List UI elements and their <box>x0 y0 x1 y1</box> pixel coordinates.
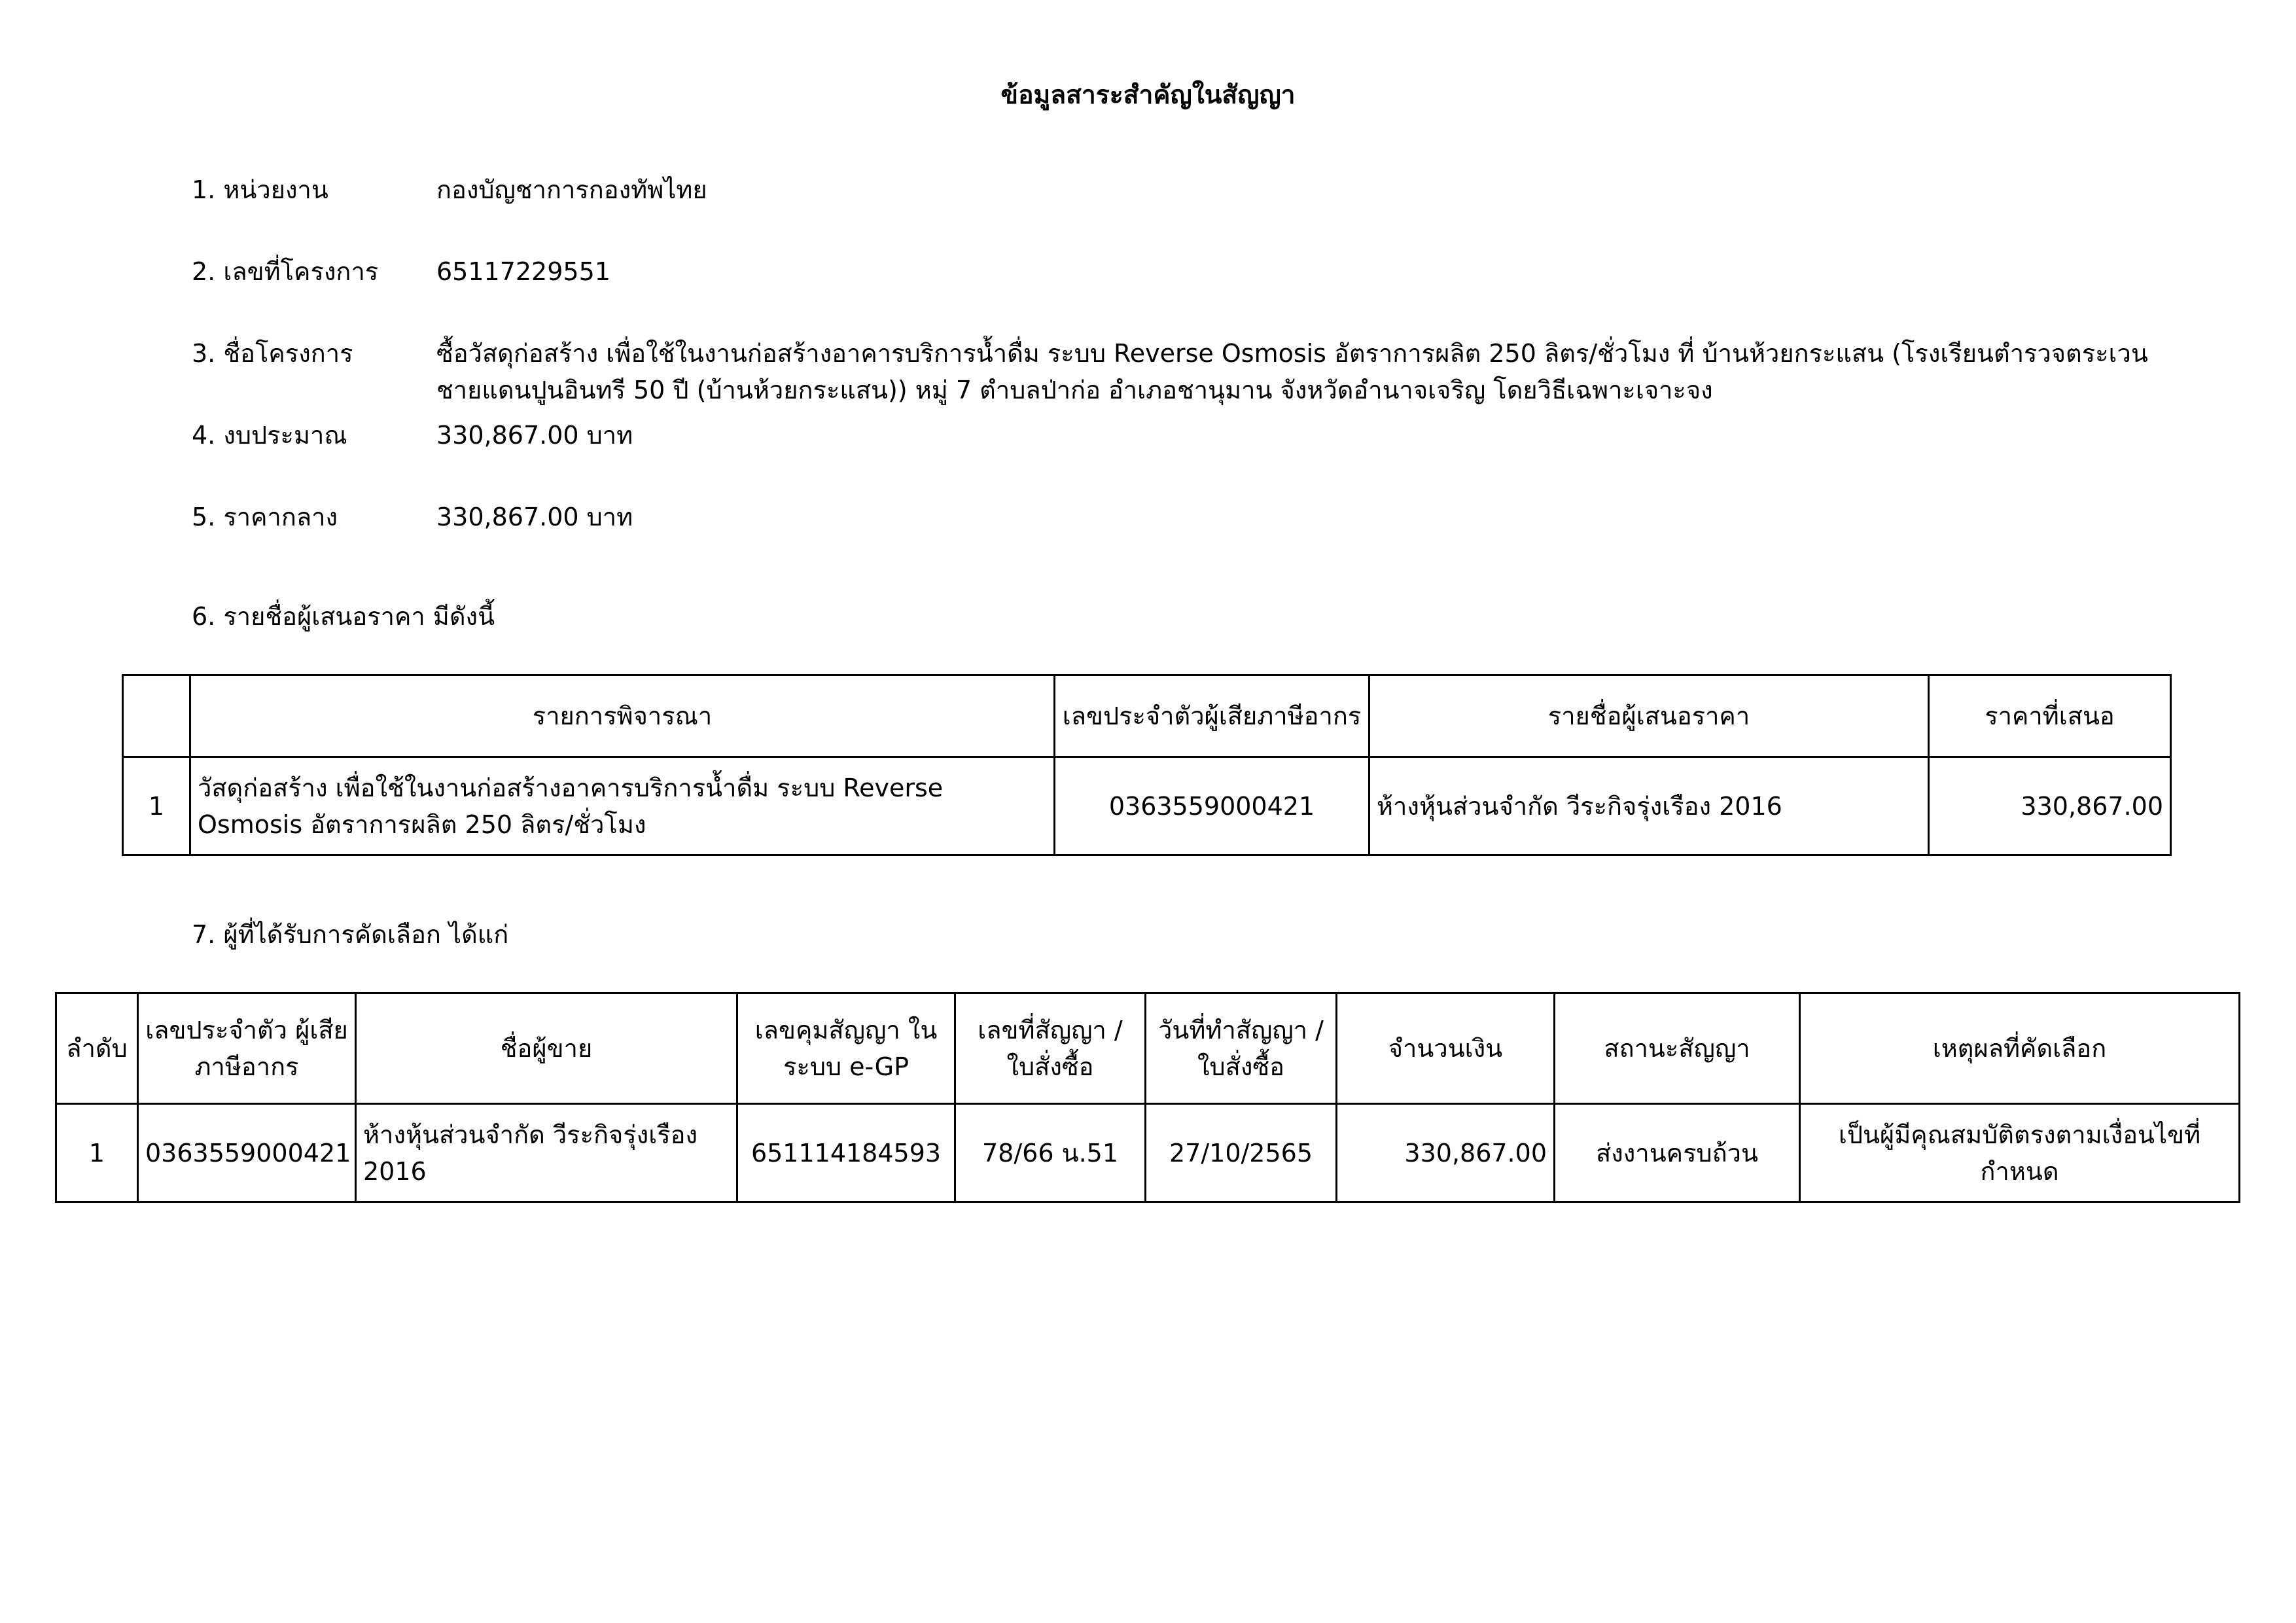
winners-cell-status: ส่งงานครบถ้วน <box>1555 1104 1800 1202</box>
field-median-price <box>192 499 633 535</box>
field-agency-value: กองบัญชาการกองทัพไทย <box>436 175 707 204</box>
winners-header-reason: เหตุผลที่คัดเลือก <box>1800 993 2240 1104</box>
winners-table <box>55 992 2240 1203</box>
bidders-cell-bidder: ห้างหุ้นส่วนจำกัด วีระกิจรุ่งเรือง 2016 <box>1369 757 1929 855</box>
field-project-name <box>192 335 2148 404</box>
winners-cell-tax-id: 0363559000421 <box>138 1104 356 1202</box>
winners-cell-contract-number: 78/66 น.51 <box>955 1104 1146 1202</box>
winners-header-order: ลำดับ <box>56 993 138 1104</box>
winners-header-contract-number: เลขที่สัญญา / ใบสั่งซื้อ <box>955 993 1146 1104</box>
winners-header-seller: ชื่อผู้ขาย <box>356 993 737 1104</box>
field-budget <box>192 417 633 454</box>
bidders-cell-item: วัสดุก่อสร้าง เพื่อใช้ในงานก่อสร้างอาคารบริการน้ำดื่ม ระบบ Reverse Osmosis อัตราการผลิต 250 ลิตร/ชั่วโมง <box>190 757 1055 855</box>
bidders-header-index <box>123 675 190 757</box>
winners-header-tax-id: เลขประจำตัว ผู้เสียภาษีอากร <box>138 993 356 1104</box>
field-agency-label: 1. หน่วยงาน <box>192 175 328 204</box>
bidders-table <box>122 674 2172 856</box>
winners-cell-reason: เป็นผู้มีคุณสมบัติตรงตามเงื่อนไขที่กำหนด <box>1800 1104 2240 1202</box>
winners-heading: 7. ผู้ที่ได้รับการคัดเลือก ได้แก่ <box>192 920 509 949</box>
field-project-name-label: 3. ชื่อโครงการ <box>192 339 353 368</box>
bidders-heading: 6. รายชื่อผู้เสนอราคา มีดังนี้ <box>192 602 495 631</box>
winners-cell-amount: 330,867.00 <box>1337 1104 1555 1202</box>
winners-cell-order: 1 <box>56 1104 138 1202</box>
bidders-header-row <box>123 675 2171 757</box>
field-median-price-value: 330,867.00 บาท <box>436 503 633 531</box>
table-row <box>123 757 2171 855</box>
winners-cell-contract-date: 27/10/2565 <box>1146 1104 1337 1202</box>
bidders-header-bidder: รายชื่อผู้เสนอราคา <box>1369 675 1929 757</box>
winners-header-egp-number: เลขคุมสัญญา ในระบบ e-GP <box>737 993 955 1104</box>
bidders-header-price: ราคาที่เสนอ <box>1929 675 2171 757</box>
field-budget-value: 330,867.00 บาท <box>436 421 633 450</box>
winners-cell-seller: ห้างหุ้นส่วนจำกัด วีระกิจรุ่งเรือง 2016 <box>356 1104 737 1202</box>
field-project-number-label: 2. เลขที่โครงการ <box>192 257 379 286</box>
winners-header-status: สถานะสัญญา <box>1555 993 1800 1104</box>
winners-header-row <box>56 993 2240 1104</box>
field-budget-label: 4. งบประมาณ <box>192 421 347 450</box>
winners-header-contract-date: วันที่ทำสัญญา / ใบสั่งซื้อ <box>1146 993 1337 1104</box>
field-project-number-value: 65117229551 <box>436 257 610 286</box>
bidders-header-item: รายการพิจารณา <box>190 675 1055 757</box>
winners-cell-egp-number: 651114184593 <box>737 1104 955 1202</box>
bidders-cell-tax-id: 0363559000421 <box>1055 757 1369 855</box>
field-median-price-label: 5. ราคากลาง <box>192 503 338 531</box>
table-row <box>56 1104 2240 1202</box>
field-project-number <box>192 253 610 290</box>
winners-header-amount: จำนวนเงิน <box>1337 993 1555 1104</box>
field-project-name-value: ซื้อวัสดุก่อสร้าง เพื่อใช้ในงานก่อสร้างอาคารบริการน้ำดื่ม ระบบ Reverse Osmosis อัตราการผลิต 250 ลิตร/ชั่วโมง ที่ บ้านห้วยกระแสน (โรงเรียนตำรวจตระเวนชายแดนปูนอินทรี 50 ปี (บ้านห้วยกระแสน)) หมู่ 7 ตำบลป่าก่อ อำเภอชานุมาน จังหวัดอำนาจเจริญ โดยวิธีเฉพาะเจาะจง <box>436 339 2148 404</box>
document-title: ข้อมูลสาระสำคัญในสัญญา <box>1000 80 1296 110</box>
field-agency <box>192 171 707 208</box>
bidders-cell-index: 1 <box>123 757 190 855</box>
bidders-header-tax-id: เลขประจำตัวผู้เสียภาษีอากร <box>1055 675 1369 757</box>
bidders-cell-price: 330,867.00 <box>1929 757 2171 855</box>
